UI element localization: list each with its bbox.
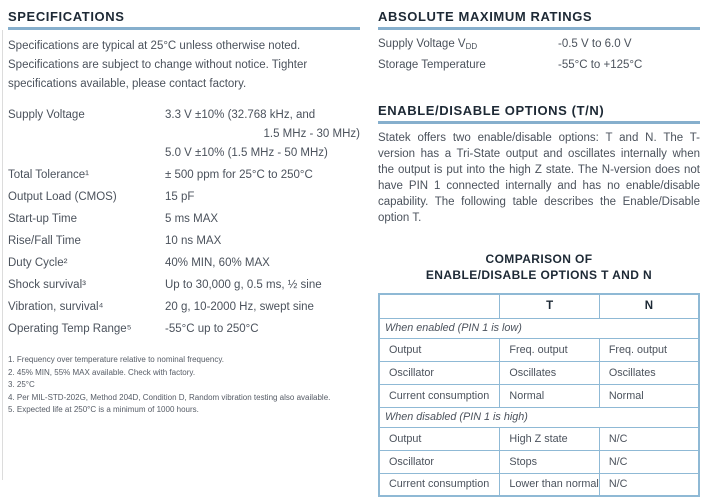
spec-label: Duty Cycle² bbox=[8, 257, 68, 269]
spec-label: Rise/Fall Time bbox=[8, 235, 81, 247]
specifications-section bbox=[8, 10, 360, 417]
comparison-title-line1: COMPARISON OF bbox=[485, 252, 593, 266]
spec-value: 20 g, 10-2000 Hz, swept sine bbox=[165, 301, 314, 313]
cell-t: Stops bbox=[500, 450, 599, 473]
row-label: Output bbox=[379, 427, 500, 450]
footnote: 3. 25°C bbox=[8, 380, 35, 389]
spec-value: 40% MIN, 60% MAX bbox=[165, 257, 270, 269]
table-header-row bbox=[379, 294, 699, 318]
cell-n: N/C bbox=[599, 473, 699, 496]
spec-value: Up to 30,000 g, 0.5 ms, ½ sine bbox=[165, 279, 322, 291]
spec-value: 5 ms MAX bbox=[165, 213, 219, 225]
comparison-table bbox=[378, 293, 700, 497]
spec-row-startup-time bbox=[8, 210, 360, 229]
spec-value: ± 500 ppm for 25°C to 250°C bbox=[165, 169, 313, 181]
table-row bbox=[379, 450, 699, 473]
table-row bbox=[379, 361, 699, 384]
cell-t: Lower than normal bbox=[500, 473, 599, 496]
spec-row-operating-temp bbox=[8, 320, 360, 339]
page-edge-rule bbox=[2, 30, 3, 480]
spec-label: Operating Temp Range⁵ bbox=[8, 323, 132, 335]
right-column bbox=[378, 10, 700, 497]
spec-row-output-load bbox=[8, 188, 360, 207]
section-row-disabled bbox=[379, 407, 699, 427]
comparison-title-line2: ENABLE/DISABLE OPTIONS T AND N bbox=[425, 268, 653, 282]
cell-n: N/C bbox=[599, 427, 699, 450]
amr-row-supply-voltage bbox=[378, 35, 700, 56]
spec-row-vibration-survival bbox=[8, 298, 360, 317]
comparison-section bbox=[378, 251, 700, 497]
cell-n: N/C bbox=[599, 450, 699, 473]
section-row-enabled bbox=[379, 318, 699, 338]
spec-label: Start-up Time bbox=[8, 213, 78, 225]
amr-label: Supply Voltage $V_{DD}$ bbox=[378, 38, 478, 51]
spec-row-duty-cycle bbox=[8, 254, 360, 273]
comparison-title bbox=[378, 251, 700, 283]
intro-line: Specifications are typical at 25°C unless otherwise noted. bbox=[8, 40, 301, 52]
table-row bbox=[379, 384, 699, 407]
header-cell-t: T bbox=[500, 294, 599, 318]
footnote: 5. Expected life at 250°C is a minimum of 1000 hours. bbox=[8, 405, 199, 414]
header-cell-empty bbox=[379, 294, 500, 318]
footnotes bbox=[8, 354, 360, 417]
spec-value bbox=[165, 106, 360, 163]
amr-label: Storage Temperature bbox=[378, 59, 486, 71]
amr-value: -55°C to +125°C bbox=[558, 59, 643, 71]
spec-row-rise-fall-time bbox=[8, 232, 360, 251]
cell-t: High Z state bbox=[500, 427, 599, 450]
cell-t: Freq. output bbox=[500, 338, 599, 361]
specifications-heading: SPECIFICATIONS bbox=[8, 10, 360, 30]
specifications-intro bbox=[8, 37, 360, 94]
section-header: When enabled (PIN 1 is low) bbox=[379, 318, 699, 338]
spec-value: 15 pF bbox=[165, 191, 195, 203]
footnote: 1. Frequency over temperature relative to nominal frequency. bbox=[8, 355, 224, 364]
spec-label: Supply Voltage bbox=[8, 109, 85, 121]
row-label: Current consumption bbox=[379, 473, 500, 496]
intro-line: Specifications are subject to change without notice. Tighter bbox=[8, 59, 308, 71]
enable-disable-heading: ENABLE/DISABLE OPTIONS (T/N) bbox=[378, 104, 700, 124]
cell-n: Freq. output bbox=[599, 338, 699, 361]
spec-label: Shock survival³ bbox=[8, 279, 86, 291]
amr-rows bbox=[378, 35, 700, 77]
row-label: Oscillator bbox=[379, 450, 500, 473]
cell-n: Normal bbox=[599, 384, 699, 407]
section-header: When disabled (PIN 1 is high) bbox=[379, 407, 699, 427]
cell-n: Oscillates bbox=[599, 361, 699, 384]
row-label: Current consumption bbox=[379, 384, 500, 407]
footnote: 4. Per MIL-STD-202G, Method 204D, Condition D, Random vibration testing also available. bbox=[8, 392, 331, 402]
spec-label: Output Load (CMOS) bbox=[8, 191, 117, 203]
spec-row-supply-voltage bbox=[8, 106, 360, 163]
spec-list bbox=[8, 106, 360, 339]
spec-value: -55°C up to 250°C bbox=[165, 323, 259, 335]
header-cell-n: N bbox=[599, 294, 699, 318]
absolute-maximum-ratings-section bbox=[378, 10, 700, 77]
table-row bbox=[379, 473, 699, 496]
intro-line: specifications available, please contact factory. bbox=[8, 78, 247, 90]
spec-label: Vibration, survival⁴ bbox=[8, 301, 104, 313]
spec-value-line: 1.5 MHz - 30 MHz) bbox=[263, 128, 360, 140]
amr-row-storage-temperature bbox=[378, 56, 700, 77]
row-label: Oscillator bbox=[379, 361, 500, 384]
enable-disable-body: Statek offers two enable/disable options: T and N. The T-version has a Tri-State output and oscillates internally when the output is put into the high Z state. The N-version does not have PIN 1 connected internally and has no enable/disable capability. The following table describes the Enable/Disable option T. bbox=[378, 132, 700, 224]
spec-value-line: 3.3 V ±10% (32.768 kHz, and bbox=[165, 109, 316, 121]
spec-value-line: 5.0 V ±10% (1.5 MHz - 50 MHz) bbox=[165, 147, 328, 159]
cell-t: Oscillates bbox=[500, 361, 599, 384]
row-label: Output bbox=[379, 338, 500, 361]
footnote: 2. 45% MIN, 55% MAX available. Check with factory. bbox=[8, 367, 196, 377]
cell-t: Normal bbox=[500, 384, 599, 407]
enable-disable-section bbox=[378, 104, 700, 226]
table-row bbox=[379, 427, 699, 450]
absolute-maximum-ratings-heading: ABSOLUTE MAXIMUM RATINGS bbox=[378, 10, 700, 30]
amr-value: -0.5 V to 6.0 V bbox=[558, 38, 632, 50]
spec-label: Total Tolerance¹ bbox=[8, 169, 89, 181]
spec-row-total-tolerance bbox=[8, 166, 360, 185]
spec-value: 10 ns MAX bbox=[165, 235, 222, 247]
spec-row-shock-survival bbox=[8, 276, 360, 295]
table-row bbox=[379, 338, 699, 361]
vdd-subscript: DD bbox=[465, 42, 478, 51]
